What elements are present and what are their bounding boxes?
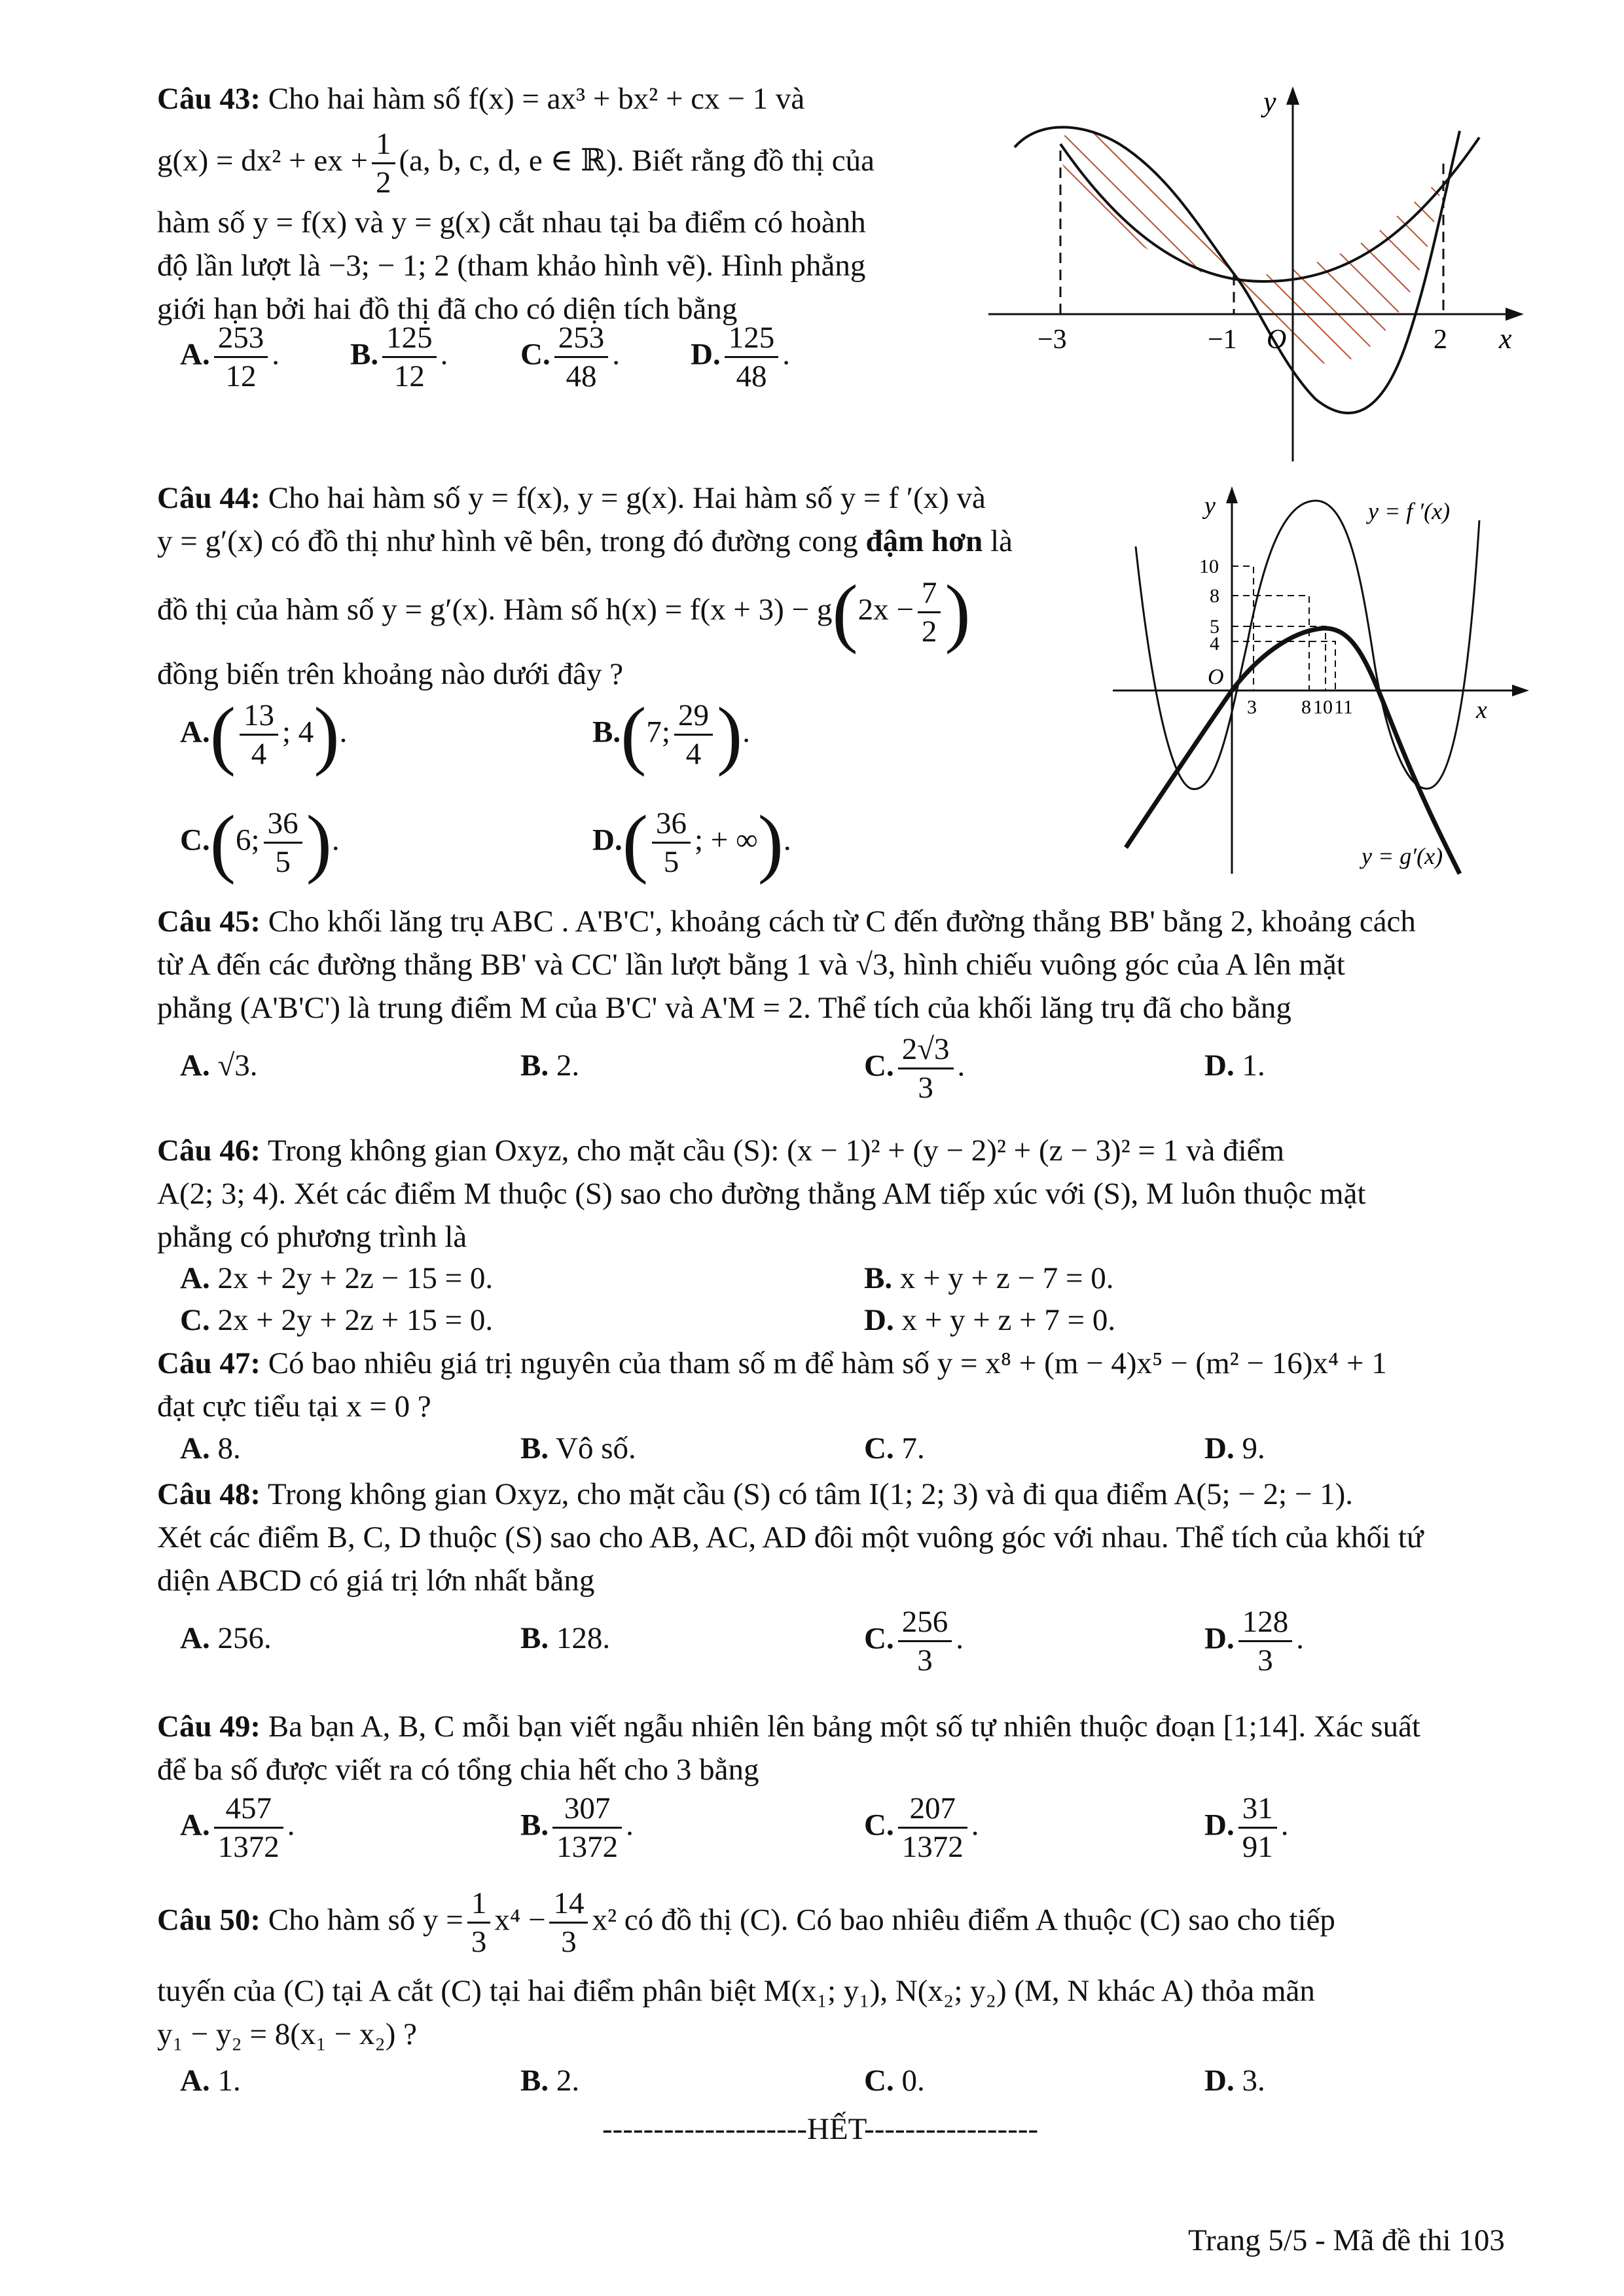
q50-line1: Câu 50: Cho hàm số y = $\frac{1}{3}$ x⁴ − $\frac{14}{3}$ x² có đồ thị (C). Có bao nhiêu điểm A thuộc (C) sao cho tiếp	[157, 1886, 1335, 1959]
q43-options	[180, 319, 900, 404]
q46-options	[180, 1257, 1489, 1343]
q50-line2: tuyến của (C) tại A cắt (C) tại hai điểm phân biệt M(x₁; y₁), N(x₂; y₂) (M, N khác A) thỏa mãn	[157, 1974, 1315, 2008]
question-43	[157, 77, 982, 331]
q44-graph	[1113, 481, 1532, 884]
q44-label-x: x	[1476, 696, 1487, 724]
q46-option-c[interactable]: C. 2x + 2y + 2z + 15 = 0.	[180, 1303, 494, 1337]
q44-label-y: y	[1204, 492, 1216, 520]
q45-line3: phẳng (A'B'C') là trung điểm M của B'C' và A'M = 2. Thể tích của khối lăng trụ đã cho bằng	[157, 991, 1291, 1025]
q48-line3: diện ABCD có giá trị lớn nhất bằng	[157, 1564, 595, 1598]
q46-line1: Câu 46: Trong không gian Oxyz, cho mặt cầu (S): (x − 1)² + (y − 2)² + (z − 3)² = 1 và điểm	[157, 1134, 1285, 1168]
q43-option-a[interactable]: A. $\frac{253}{12}$ .	[180, 321, 280, 393]
q43-region-left	[1054, 131, 1237, 278]
q44-x-arrow	[1512, 685, 1529, 696]
q44-label-o: O	[1208, 665, 1224, 689]
q44-line2: y = g′(x) có đồ thị như hình vẽ bên, trong đó đường cong đậm hơn là	[157, 524, 1013, 558]
q50-option-a[interactable]: A. 1.	[180, 2064, 241, 2098]
q44-line3: đồ thị của hàm số y = g′(x). Hàm số h(x) = f(x + 3) − g(2x − $\frac{7}{2}$ )	[157, 569, 971, 655]
q50-option-b[interactable]: B. 2.	[520, 2064, 580, 2098]
q46-option-a[interactable]: A. 2x + 2y + 2z − 15 = 0.	[180, 1261, 494, 1295]
q44-tick-x10: 10	[1313, 696, 1333, 718]
q45-line2: từ A đến các đường thẳng BB' và CC' lần lượt bằng 1 và √3, hình chiếu vuông góc của A lên mặt	[157, 948, 1345, 982]
q50-option-c[interactable]: C. 0.	[864, 2064, 925, 2098]
q43-y-arrow	[1286, 86, 1299, 105]
q48-line2: Xét các điểm B, C, D thuộc (S) sao cho AB, AC, AD đôi một vuông góc với nhau. Thể tích của khối tứ	[157, 1520, 1424, 1554]
q44-line4: đồng biến trên khoảng nào dưới đây ?	[157, 657, 624, 691]
q47-line2: đạt cực tiểu tại x = 0 ?	[157, 1390, 431, 1424]
q43-line1: Câu 43: Cho hai hàm số f(x) = ax³ + bx² + cx − 1 và	[157, 82, 805, 116]
q43-graph	[975, 79, 1532, 465]
q44-option-a[interactable]: A.( $\frac{13}{4}$ ; 4).	[180, 691, 348, 778]
q48-line1: Câu 48: Trong không gian Oxyz, cho mặt cầu (S) có tâm I(1; 2; 3) và đi qua điểm A(5; − 2; − 1).	[157, 1477, 1354, 1511]
q44-tick-x11: 11	[1334, 696, 1353, 718]
q43-line5: giới hạn bởi hai đồ thị đã cho có diện tích bằng	[157, 292, 738, 326]
question-46	[157, 1129, 1519, 1259]
q47-option-b[interactable]: B. Vô số.	[520, 1431, 636, 1465]
q44-line1: Câu 44: Cho hai hàm số y = f(x), y = g(x). Hai hàm số y = f ′(x) và	[157, 481, 986, 515]
q49-option-a[interactable]: A. $\frac{457}{1372}$ .	[180, 1791, 295, 1864]
question-47	[157, 1342, 1519, 1428]
q44-y-arrow	[1226, 486, 1238, 503]
q48-option-d[interactable]: D. $\frac{128}{3}$ .	[1204, 1605, 1304, 1677]
q43-tick-m3: −3	[1038, 325, 1067, 355]
q45-option-c[interactable]: C. $\frac{2√3}{3}$ .	[864, 1032, 965, 1105]
q49-options	[180, 1790, 1489, 1875]
question-44	[157, 476, 1113, 696]
q43-option-b[interactable]: B. $\frac{125}{12}$ .	[350, 321, 448, 393]
q44-curve-gprime	[1126, 628, 1460, 874]
q45-line1: Câu 45: Cho khối lăng trụ ABC . A'B'C', khoảng cách từ C đến đường thẳng BB' bằng 2, khoảng cách	[157, 905, 1416, 939]
q47-option-a[interactable]: A. 8.	[180, 1431, 241, 1465]
q43-tick-o: O	[1267, 325, 1287, 355]
q49-option-d[interactable]: D. $\frac{31}{91}$ .	[1204, 1791, 1289, 1864]
question-45	[157, 900, 1519, 1030]
page-footer: Trang 5/5 - Mã đề thi 103	[1188, 2223, 1505, 2257]
q43-label-x: x	[1499, 323, 1512, 355]
q45-option-b[interactable]: B. 2.	[520, 1049, 580, 1083]
q47-option-c[interactable]: C. 7.	[864, 1431, 925, 1465]
q44-tick-y10: 10	[1199, 556, 1219, 577]
q46-line2: A(2; 3; 4). Xét các điểm M thuộc (S) sao cho đường thẳng AM tiếp xúc với (S), M luôn thuộc mặt	[157, 1177, 1366, 1211]
q48-option-b[interactable]: B. 128.	[520, 1621, 611, 1655]
q49-line2: để ba số được viết ra có tổng chia hết cho 3 bằng	[157, 1753, 759, 1787]
q43-line3: hàm số y = f(x) và y = g(x) cắt nhau tại ba điểm có hoành	[157, 206, 866, 240]
q46-option-b[interactable]: B. x + y + z − 7 = 0.	[864, 1261, 1114, 1295]
q50-options	[180, 2059, 1489, 2102]
q43-line4: độ lần lượt là −3; − 1; 2 (tham khảo hình vẽ). Hình phẳng	[157, 249, 866, 283]
q46-option-d[interactable]: D. x + y + z + 7 = 0.	[864, 1303, 1116, 1337]
q50-line3: y₁ − y₂ = 8(x₁ − x₂) ?	[157, 2017, 417, 2051]
q44-option-c[interactable]: C.(6; $\frac{36}{5}$ ).	[180, 799, 340, 886]
question-48	[157, 1473, 1519, 1602]
q43-tick-m1: −1	[1208, 325, 1237, 355]
q48-option-a[interactable]: A. 256.	[180, 1621, 272, 1655]
q44-options	[180, 691, 965, 900]
q43-half: $\frac{1}{2}$	[372, 126, 395, 201]
q44-label-gprime: y = g′(x)	[1362, 843, 1443, 869]
q44-tick-y4: 4	[1210, 633, 1219, 655]
q43-label-y: y	[1263, 86, 1276, 118]
question-49	[157, 1705, 1519, 1791]
question-50	[157, 1885, 1519, 2056]
q43-tick-2: 2	[1434, 325, 1447, 355]
q44-option-d[interactable]: D.( $\frac{36}{5}$ ; + ∞).	[592, 799, 791, 886]
q43-option-d[interactable]: D. $\frac{125}{48}$ .	[691, 321, 790, 393]
q50-option-d[interactable]: D. 3.	[1204, 2064, 1265, 2098]
q45-option-d[interactable]: D. 1.	[1204, 1049, 1265, 1083]
q44-option-b[interactable]: B.(7; $\frac{29}{4}$ ).	[592, 691, 751, 778]
q44-tick-y8: 8	[1210, 585, 1219, 607]
q47-option-d[interactable]: D. 9.	[1204, 1431, 1265, 1465]
q47-options	[180, 1427, 1489, 1470]
q44-curve-fprime	[1136, 501, 1479, 789]
q49-option-c[interactable]: C. $\frac{207}{1372}$ .	[864, 1791, 979, 1864]
q43-option-c[interactable]: C. $\frac{253}{48}$ .	[520, 321, 620, 393]
q46-line3: phẳng có phương trình là	[157, 1220, 467, 1254]
q43-x-arrow	[1506, 308, 1524, 321]
q45-options	[180, 1031, 1489, 1116]
q44-tick-x8: 8	[1301, 696, 1311, 718]
q44-label-fprime: y = f ′(x)	[1368, 498, 1451, 524]
q44-tick-x3: 3	[1247, 696, 1257, 718]
end-marker: --------------------HẾT-----------------	[602, 2112, 1039, 2146]
q47-line1: Câu 47: Có bao nhiêu giá trị nguyên của tham số m để hàm số y = x⁸ + (m − 4)x⁵ − (m² − 16)x⁴ + 1	[157, 1346, 1387, 1380]
q48-options	[180, 1604, 1489, 1689]
q45-option-a[interactable]: A. √3.	[180, 1049, 258, 1083]
q49-line1: Câu 49: Ba bạn A, B, C mỗi bạn viết ngẫu nhiên lên bảng một số tự nhiên thuộc đoạn [1;14]. Xác suất	[157, 1710, 1420, 1744]
q43-line2: g(x) = dx² + ex + $\frac{1}{2}$ (a, b, c, d, e ∈ ℝ). Biết rằng đồ thị của	[157, 127, 875, 200]
q48-option-c[interactable]: C. $\frac{256}{3}$ .	[864, 1605, 964, 1677]
q44-tick-y5: 5	[1210, 616, 1219, 637]
q49-option-b[interactable]: B. $\frac{307}{1372}$ .	[520, 1791, 634, 1864]
